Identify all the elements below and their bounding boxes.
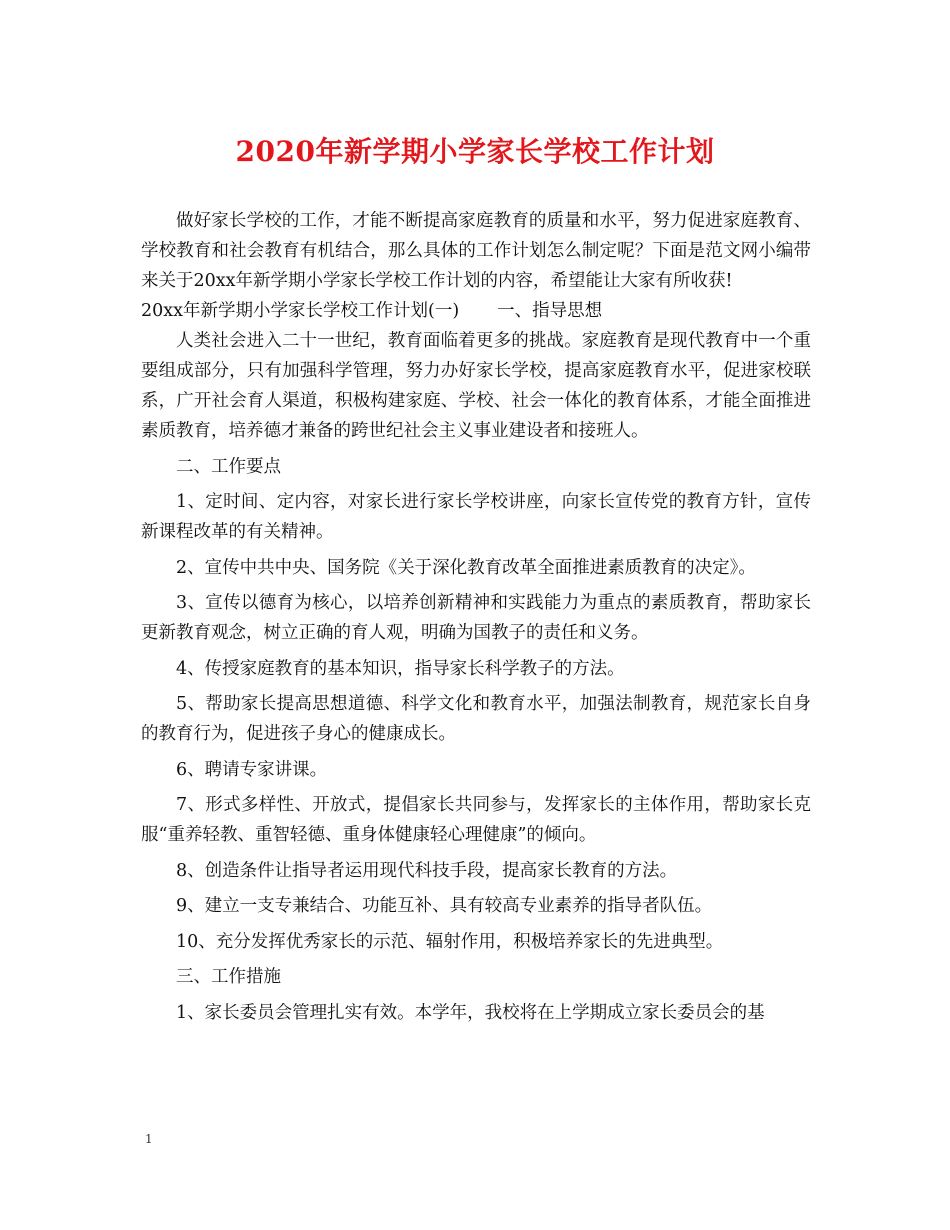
point-item: 9、建立一支专兼结合、功能互补、具有较高专业素养的指导者队伍。 [176, 896, 713, 916]
measure-item: 1、家长委员会管理扎实有效。本学年，我校将在上学期成立家长委员会的基 [176, 1002, 765, 1023]
plan-heading-line [141, 296, 811, 326]
document-title: 2020年新学期小学家长学校工作计划 [235, 135, 715, 168]
point-item: 1、定时间、定内容，对家长进行家长学校讲座，向家长宣传党的教育方针，宣传新课程改革的有关精神。 [141, 492, 811, 542]
point-item: 6、聘请专家讲课。 [176, 759, 328, 780]
section2-heading: 二、工作要点 [176, 456, 281, 477]
point-item: 5、帮助家长提高思想道德、科学文化和教育水平，加强法制教育，规范家长自身的教育行为，促进孩子身心的健康成长。 [141, 694, 811, 744]
point-item: 10、充分发挥优秀家长的示范、辐射作用，积极培养家长的先进典型。 [176, 931, 724, 952]
section1-body: 人类社会进入二十一世纪，教育面临着更多的挑战。家庭教育是现代教育中一个重要组成部分，只有加强科学管理，努力办好家长学校，提高家庭教育水平，促进家校联系，广开社会育人渠道，积极构建家庭、学校、社会一体化的教育体系，才能全面推进素质教育，培养德才兼备的跨世纪社会主义事业建设者和接班人。 [141, 331, 811, 441]
point-item: 2、宣传中共中央、国务院《关于深化教育改革全面推进素质教育的决定》。 [176, 557, 756, 578]
page-number: 1 [145, 1132, 153, 1146]
section3-heading: 三、工作措施 [176, 967, 281, 987]
point-item: 4、传授家庭教育的基本知识，指导家长科学教子的方法。 [176, 658, 625, 679]
point-item: 3、宣传以德育为核心，以培养创新精神和实践能力为重点的素质教育，帮助家长更新教育观念，树立正确的育人观，明确为国教子的责任和义务。 [141, 593, 811, 643]
point-item: 8、创造条件让指导者运用现代科技手段，提高家长教育的方法。 [176, 860, 678, 881]
document-body [141, 206, 811, 1033]
section1-heading: 一、指导思想 [497, 301, 603, 321]
intro-paragraph: 做好家长学校的工作，才能不断提高家庭教育的质量和水平，努力促进家庭教育、学校教育和社会教育有机结合，那么具体的工作计划怎么制定呢？下面是范文网小编带来关于20xx年新学期小学家长学校工作计划的内容，希望能让大家有所收获! [141, 211, 811, 291]
plan-heading: 20xx年新学期小学家长学校工作计划(一) [141, 301, 460, 321]
point-item: 7、形式多样性、开放式，提倡家长共同参与，发挥家长的主体作用，帮助家长克服“重养轻教、重智轻德、重身体健康轻心理健康”的倾向。 [141, 795, 811, 845]
